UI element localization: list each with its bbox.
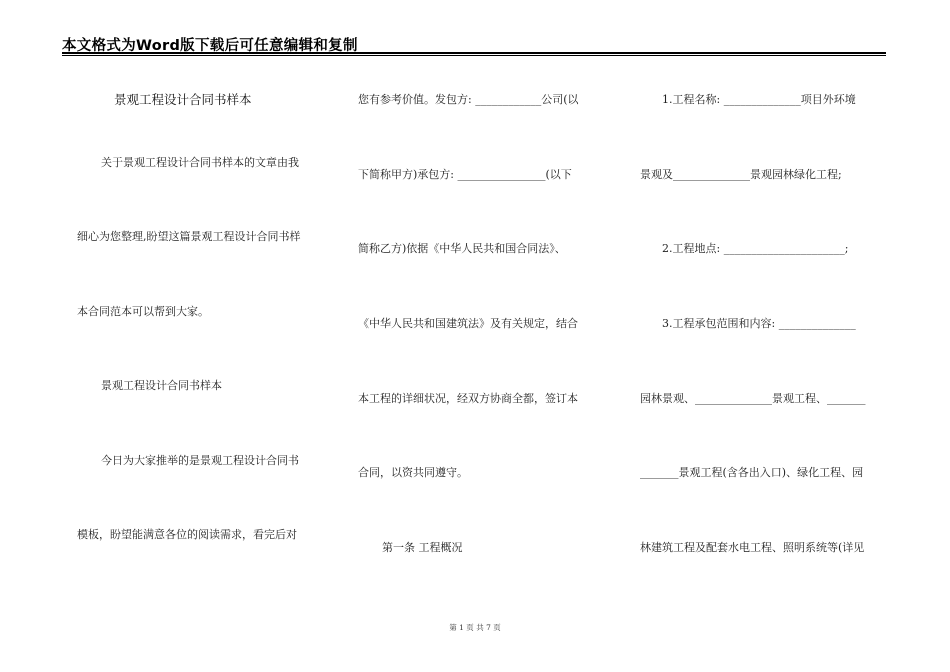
body-line: 2.工程地点: ______________________; <box>662 242 849 255</box>
header-divider <box>62 52 886 56</box>
body-line: 关于景观工程设计合同书样本的文章由我 <box>101 156 299 169</box>
body-line: 林建筑工程及配套水电工程、照明系统等(详见 <box>640 541 865 554</box>
document-title: 景观工程设计合同书样本 <box>114 92 252 107</box>
body-line: 模板，盼望能满意各位的阅读需求，看完后对 <box>77 528 297 541</box>
section-heading: 第一条 工程概况 <box>382 541 463 554</box>
body-line: 景观工程设计合同书样本 <box>101 379 222 392</box>
body-line: 园林景观、______________景观工程、_______ <box>640 392 866 405</box>
body-line: 1.工程名称: ______________项目外环境 <box>662 93 856 106</box>
body-line: 本合同范本可以帮到大家。 <box>77 305 209 318</box>
page-number-footer: 第 1 页 共 7 页 <box>449 623 501 632</box>
body-line: 您有参考价值。发包方: ____________公司(以 <box>358 93 579 106</box>
header-title: 本文格式为Word版下载后可任意编辑和复制 <box>62 38 358 54</box>
body-line: 合同，以资共同遵守。 <box>358 466 468 479</box>
body-line: 今日为大家推举的是景观工程设计合同书 <box>101 454 299 467</box>
body-line: _______景观工程(含各出入口)、绿化工程、园 <box>640 466 864 479</box>
body-line: 《中华人民共和国建筑法》及有关规定，结合 <box>358 317 578 330</box>
body-line: 本工程的详细状况，经双方协商全都，签订本 <box>358 392 578 405</box>
body-line: 简称乙方)依据《中华人民共和国合同法》、 <box>358 242 566 255</box>
body-line: 细心为您整理,盼望这篇景观工程设计合同书样 <box>77 230 301 243</box>
body-line: 下简称甲方)承包方: ________________(以下 <box>358 168 572 181</box>
body-line: 3.工程承包范围和内容: ______________ <box>662 317 856 330</box>
body-line: 景观及______________景观园林绿化工程; <box>640 168 842 181</box>
